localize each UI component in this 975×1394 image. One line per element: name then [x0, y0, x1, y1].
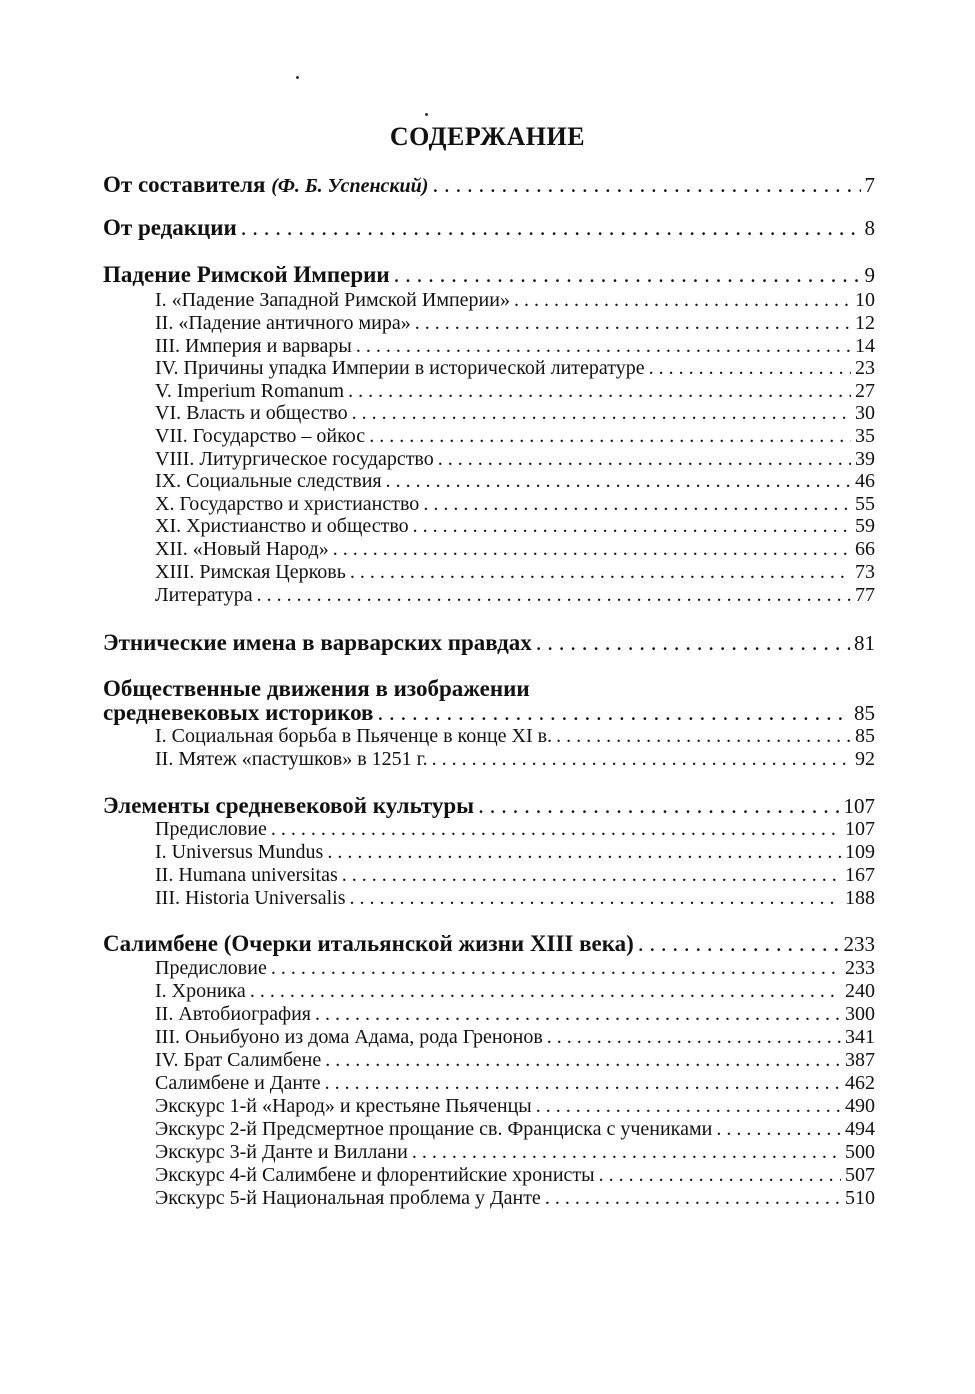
toc-subentry-label: III. Империя и варвары — [155, 335, 352, 357]
page-number: 8 — [864, 216, 875, 240]
toc-subentry[interactable] — [155, 957, 875, 980]
page-number: 27 — [855, 380, 875, 402]
page-number: 77 — [855, 584, 875, 606]
toc-subentry[interactable] — [155, 425, 875, 448]
toc-subentry-label: XII. «Новый Народ» — [155, 538, 329, 560]
page-number: 85 — [855, 725, 875, 747]
leader-dots — [241, 215, 861, 241]
toc-subentry[interactable] — [155, 312, 875, 335]
leader-dots — [412, 1141, 841, 1164]
toc-subentry[interactable] — [155, 380, 875, 403]
toc-entry-preface[interactable] — [103, 172, 875, 198]
page-number: 92 — [855, 748, 875, 770]
toc-subentry[interactable] — [155, 402, 875, 425]
page-number: 188 — [845, 887, 875, 909]
toc-entry-fall-of-rome[interactable] — [103, 262, 875, 288]
page-number: 107 — [845, 818, 875, 840]
toc-entry-label: Салимбене (Очерки итальянской жизни XIII века) — [103, 931, 634, 956]
page-number: 233 — [845, 957, 875, 979]
leader-dots — [432, 172, 860, 198]
page-number: 462 — [845, 1072, 875, 1094]
toc-subentry[interactable] — [155, 448, 875, 471]
toc-entry-salimbene[interactable] — [103, 931, 875, 957]
toc-subentry-label: VII. Государство – ойкос — [155, 425, 366, 447]
leader-dots — [352, 402, 851, 425]
leader-dots — [333, 538, 851, 561]
toc-subentry-label: Предисловие — [155, 818, 267, 840]
toc-subentry-label: I. Социальная борьба в Пьяченце в конце XI в. — [155, 725, 553, 747]
leader-dots — [271, 818, 841, 841]
toc-subentry[interactable] — [155, 864, 875, 887]
page-number: 23 — [855, 357, 875, 379]
leader-dots — [415, 312, 851, 335]
page-number: 39 — [855, 448, 875, 470]
toc-subentry-label: I. «Падение Западной Римской Империи» — [155, 289, 510, 311]
page-number: 240 — [845, 980, 875, 1002]
leader-dots — [423, 493, 851, 516]
toc-subentry-label: Экскурс 3-й Данте и Виллани — [155, 1141, 408, 1163]
leader-dots — [315, 1003, 841, 1026]
scan-speck — [296, 76, 299, 79]
toc-subentry-label: IX. Социальные следствия — [155, 470, 382, 492]
toc-entry-social-movements[interactable] — [103, 700, 875, 726]
leader-dots — [394, 262, 861, 288]
leader-dots — [350, 887, 841, 910]
leader-dots — [432, 748, 851, 771]
leader-dots — [547, 1026, 841, 1049]
toc-subentry-label: III. Оньибуоно из дома Адама, рода Гренонов — [155, 1026, 543, 1048]
leader-dots — [250, 980, 841, 1003]
leader-dots — [386, 470, 851, 493]
toc-subentry-label: Литература — [155, 584, 253, 606]
toc-subentry[interactable] — [155, 289, 875, 312]
toc-subentry[interactable] — [155, 1141, 875, 1164]
toc-subentry-label: Предисловие — [155, 957, 267, 979]
toc-subentry[interactable] — [155, 584, 875, 607]
toc-subentry[interactable] — [155, 1049, 875, 1072]
toc-subentry[interactable] — [155, 493, 875, 516]
page-number: 30 — [855, 402, 875, 424]
leader-dots — [545, 1187, 841, 1210]
toc-subentry[interactable] — [155, 538, 875, 561]
toc-subentry-label: II. Автобиография — [155, 1003, 312, 1025]
page-number: 35 — [855, 425, 875, 447]
toc-subentry-label: Экскурс 1-й «Народ» и крестьяне Пьяченцы — [155, 1095, 532, 1117]
leader-dots — [649, 357, 851, 380]
toc-subentry[interactable] — [155, 335, 875, 358]
leader-dots — [377, 700, 850, 726]
leader-dots — [325, 1072, 841, 1095]
page-number: 107 — [843, 794, 875, 818]
toc-subentry-label: I. Universus Mundus — [155, 841, 324, 863]
page-number: 10 — [855, 289, 875, 311]
toc-subentry[interactable] — [155, 470, 875, 493]
leader-dots — [599, 1164, 841, 1187]
toc-subentry-label: IV. Причины упадка Империи в исторической литературе — [155, 357, 645, 379]
page-number: 300 — [845, 1003, 875, 1025]
toc-subentry[interactable] — [155, 1026, 875, 1049]
page-number: 85 — [854, 701, 875, 725]
page-number: 494 — [845, 1118, 875, 1140]
page-number: 46 — [855, 470, 875, 492]
toc-entry-title-line1[interactable] — [103, 676, 875, 702]
leader-dots — [350, 561, 851, 584]
toc-subentry[interactable] — [155, 1095, 875, 1118]
page-number: 59 — [855, 515, 875, 537]
page-number: 9 — [864, 263, 875, 287]
toc-subentry-label: XIII. Римская Церковь — [155, 561, 346, 583]
toc-subentry-label: I. Хроника — [155, 980, 246, 1002]
page-number: 510 — [845, 1187, 875, 1209]
toc-subentry[interactable] — [155, 561, 875, 584]
toc-subentry[interactable] — [155, 980, 875, 1003]
toc-entry-label: средневековых историков — [103, 700, 374, 725]
leader-dots — [438, 448, 851, 471]
toc-subentry-label: XI. Христианство и общество — [155, 515, 409, 537]
toc-subentry[interactable] — [155, 841, 875, 864]
leader-dots — [536, 630, 850, 656]
toc-subentry-label: II. «Падение античного мира» — [155, 312, 411, 334]
toc-entry-medieval-culture[interactable] — [103, 793, 875, 819]
toc-entry-author: (Ф. Б. Успенский) — [271, 175, 429, 197]
toc-subentry[interactable] — [155, 748, 875, 771]
leader-dots — [478, 793, 839, 819]
toc-entry-label: От редакции — [103, 215, 237, 240]
page-number: 167 — [845, 864, 875, 886]
toc-subentry[interactable] — [155, 515, 875, 538]
toc-entry-label: Элементы средневековой культуры — [103, 793, 475, 818]
toc-subentry-label: II. Humana universitas — [155, 864, 338, 886]
leader-dots — [348, 380, 851, 403]
page-number: 73 — [855, 561, 875, 583]
page-number: 109 — [845, 841, 875, 863]
toc-entry-label: Этнические имена в варварских правдах — [103, 630, 532, 655]
page-number: 14 — [855, 335, 875, 357]
toc-entry-label: Падение Римской Империи — [103, 262, 390, 287]
page-number: 7 — [864, 173, 875, 197]
toc-entry-editorial[interactable] — [103, 215, 875, 241]
toc-subentry-label: IV. Брат Салимбене — [155, 1049, 322, 1071]
leader-dots — [556, 725, 851, 748]
page-number: 12 — [855, 312, 875, 334]
toc-entry-ethnic-names[interactable] — [103, 630, 875, 656]
toc-subentry-label: II. Мятеж «пастушков» в 1251 г. — [155, 748, 428, 770]
page-number: 55 — [855, 493, 875, 515]
leader-dots — [638, 931, 840, 957]
toc-subentry[interactable] — [155, 887, 875, 910]
leader-dots — [271, 957, 841, 980]
leader-dots — [369, 425, 851, 448]
toc-subentry[interactable] — [155, 1187, 875, 1210]
leader-dots — [327, 841, 841, 864]
leader-dots — [514, 289, 851, 312]
toc-subentry-label: VIII. Литургическое государство — [155, 448, 434, 470]
page-number: 490 — [845, 1095, 875, 1117]
page-number: 500 — [845, 1141, 875, 1163]
toc-subentry-label: V. Imperium Romanum — [155, 380, 345, 402]
page-title: СОДЕРЖАНИЕ — [389, 122, 586, 151]
page-number: 81 — [854, 631, 875, 655]
page-number: 233 — [843, 932, 875, 956]
toc-subentry-label: Экскурс 5-й Национальная проблема у Данте — [155, 1187, 541, 1209]
toc-entry-label: От составителя (Ф. Б. Успенский) — [103, 172, 429, 197]
leader-dots — [413, 515, 851, 538]
toc-subentry[interactable] — [155, 1072, 875, 1095]
toc-subentry-label: Салимбене и Данте — [155, 1072, 321, 1094]
leader-dots — [257, 584, 851, 607]
toc-subentry-label: Экскурс 4-й Салимбене и флорентийские хронисты — [155, 1164, 595, 1186]
toc-subentry[interactable] — [155, 1003, 875, 1026]
leader-dots — [536, 1095, 841, 1118]
toc-subentry[interactable] — [155, 1164, 875, 1187]
toc-subentry-label: III. Historia Universalis — [155, 887, 346, 909]
toc-subentry[interactable] — [155, 818, 875, 841]
page-number: 387 — [845, 1049, 875, 1071]
leader-dots — [356, 335, 851, 358]
toc-subentry[interactable] — [155, 725, 875, 748]
leader-dots — [325, 1049, 841, 1072]
toc-subentry[interactable] — [155, 1118, 875, 1141]
page-number: 66 — [855, 538, 875, 560]
leader-dots — [716, 1118, 841, 1141]
page-number: 507 — [845, 1164, 875, 1186]
toc-entry-label: Общественные движения в изображении — [103, 676, 530, 701]
page-number: 341 — [845, 1026, 875, 1048]
scan-speck — [425, 113, 428, 116]
leader-dots — [342, 864, 841, 887]
toc-subentry-label: VI. Власть и общество — [155, 402, 348, 424]
toc-subentry[interactable] — [155, 357, 875, 380]
toc-subentry-label: Экскурс 2-й Предсмертное прощание св. Франциска с учениками — [155, 1118, 713, 1140]
toc-subentry-label: X. Государство и христианство — [155, 493, 420, 515]
